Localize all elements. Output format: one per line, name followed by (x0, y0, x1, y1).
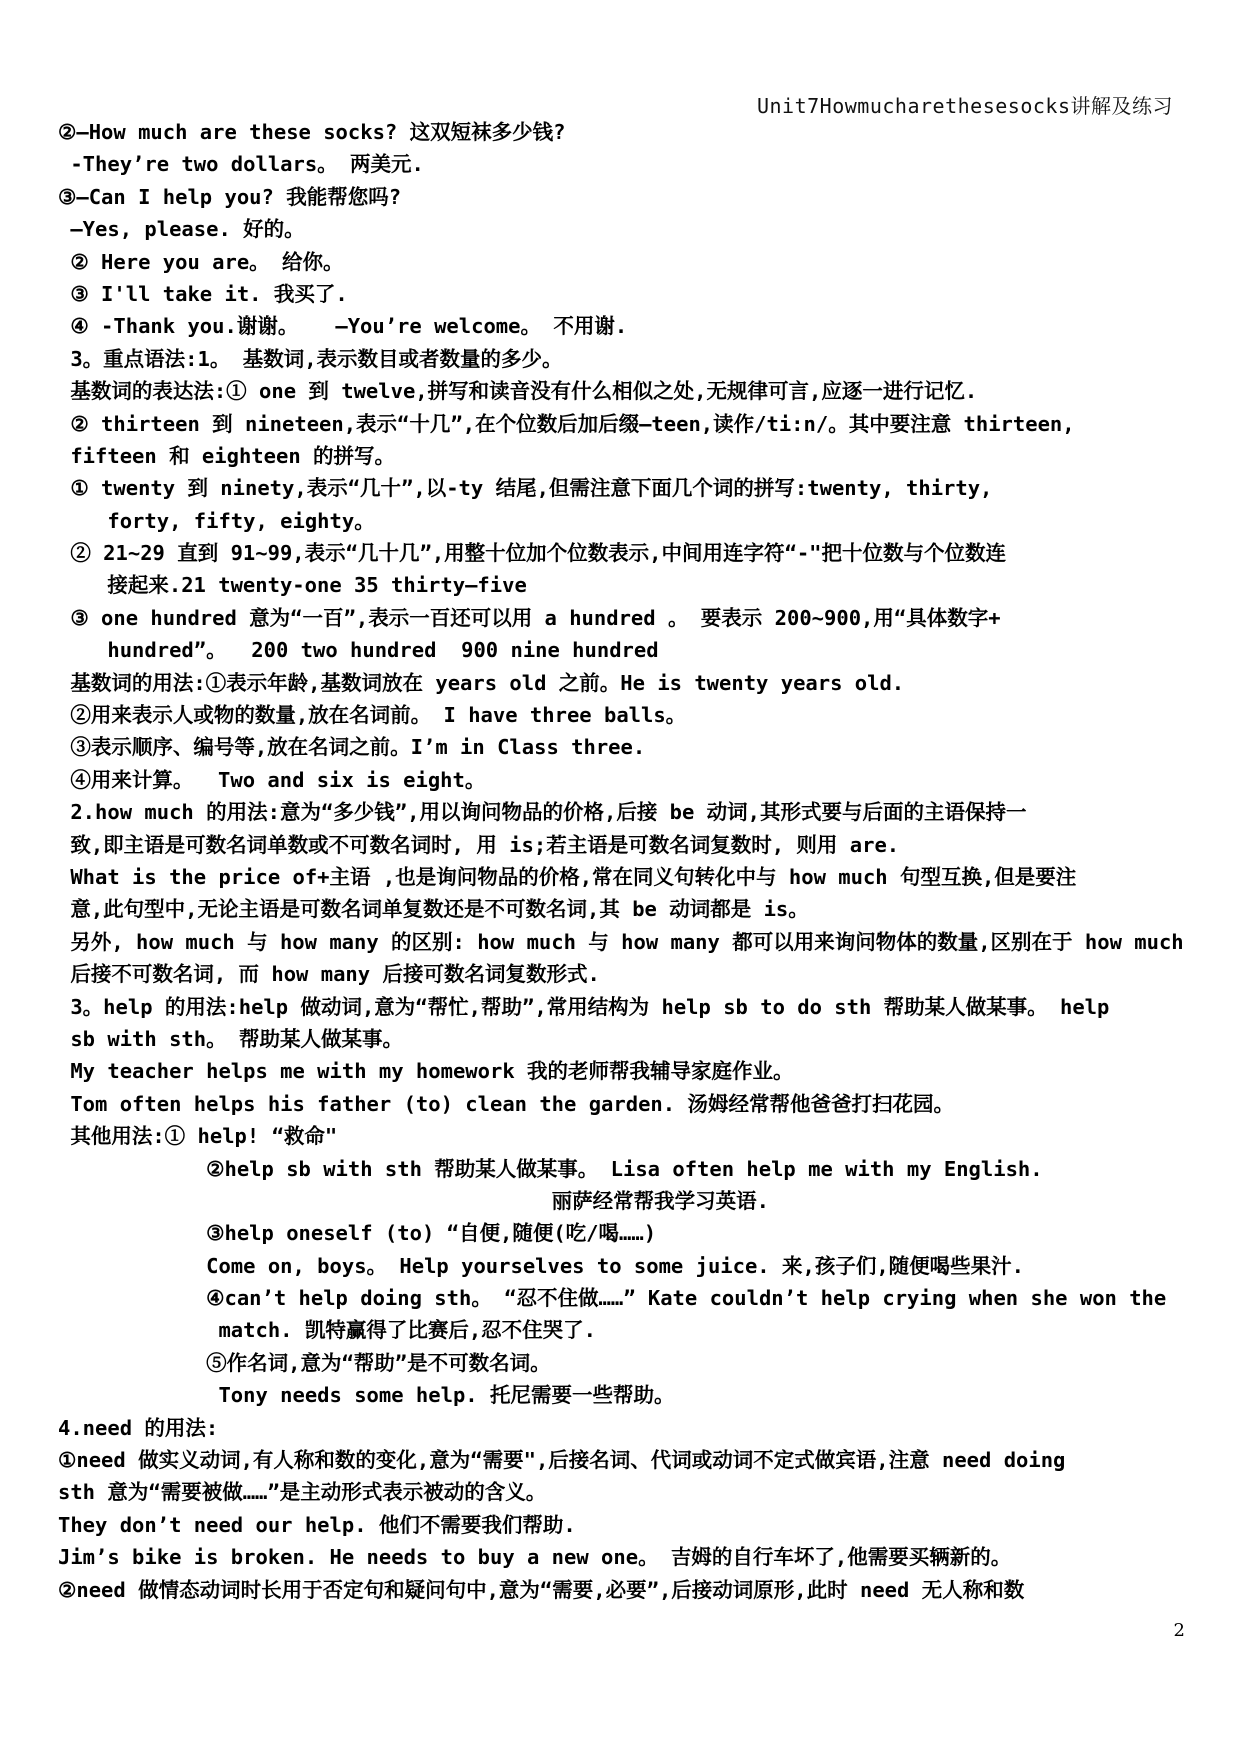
text-line: ④ -Thank you.谢谢。 —You’re welcome。 不用谢. (58, 314, 628, 339)
text-line: ③ one hundred 意为“一百”,表示一百还可以用 a hundred 。 要表示 200~900,用“具体数字+ (58, 605, 1001, 630)
text-line: 其他用法:① help! “救命" (58, 1124, 338, 1149)
text-line: ①need 做实义动词,有人称和数的变化,意为“需要",后接名词、代词或动词不定式做宾语,注意 need doing (58, 1448, 1066, 1473)
text-line: 另外, how much 与 how many 的区别: how much 与 how many 都可以用来询问物体的数量,区别在于 how much (58, 929, 1184, 954)
document-body (58, 116, 1198, 1606)
text-line: ③表示顺序、编号等,放在名词之前。I’m in Class three. (58, 735, 646, 760)
page-number: 2 (1173, 1620, 1185, 1641)
text-line: Come on, boys。 Help yourselves to some juice. 来,孩子们,随便喝些果汁. (58, 1253, 1025, 1278)
text-line: 后接不可数名词, 而 how many 后接可数名词复数形式. (58, 962, 600, 987)
text-line: ② Here you are。 给你。 (58, 249, 344, 274)
text-line: -They’re two dollars。 两美元. (58, 152, 424, 177)
text-line: 基数词的用法:①表示年龄,基数词放在 years old 之前。He is twenty years old. (58, 670, 905, 695)
text-line: 4.need 的用法: (58, 1415, 219, 1440)
text-line: ② thirteen 到 nineteen,表示“十几”,在个位数后加后缀—teen,读作/ti:n/。其中要注意 thirteen, (58, 411, 1075, 436)
text-line: forty, fifty, eighty。 (58, 508, 375, 533)
text-line: ②—How much are these socks? 这双短袜多少钱? (58, 120, 566, 144)
text-line: ④用来计算。 Two and six is eight。 (58, 767, 486, 792)
text-line: ③—Can I help you? 我能帮您吗? (58, 184, 402, 209)
text-line: 致,即主语是可数名词单数或不可数名词时, 用 is;若主语是可数名词复数时, 则用 are. (58, 832, 900, 857)
text-line: They don’t need our help. 他们不需要我们帮助. (58, 1512, 576, 1537)
text-line: Jim’s bike is broken. He needs to buy a new one。 吉姆的自行车坏了,他需要买辆新的。 (58, 1545, 1012, 1570)
text-line: Tony needs some help. 托尼需要一些帮助。 (58, 1383, 675, 1408)
text-line: sth 意为“需要被做……”是主动形式表示被动的含义。 (58, 1480, 547, 1505)
text-line: ⑤作名词,意为“帮助”是不可数名词。 (58, 1350, 551, 1375)
text-line: My teacher helps me with my homework 我的老师帮我辅导家庭作业。 (58, 1059, 794, 1084)
text-line: ②用来表示人或物的数量,放在名词前。 I have three balls。 (58, 703, 687, 728)
text-line: 基数词的表达法:① one 到 twelve,拼写和读音没有什么相似之处,无规律可言,应逐一进行记忆. (58, 379, 978, 404)
text-line: ① twenty 到 ninety,表示“几十”,以-ty 结尾,但需注意下面几个词的拼写:twenty, thirty, (58, 476, 993, 501)
text-line: 2.how much 的用法:意为“多少钱”,用以询问物品的价格,后接 be 动词,其形式要与后面的主语保持一 (58, 800, 1027, 825)
text-line: 3。help 的用法:help 做动词,意为“帮忙,帮助”,常用结构为 help sb to do sth 帮助某人做某事。 help (58, 994, 1110, 1019)
text-line: match. 凯特赢得了比赛后,忍不住哭了. (58, 1318, 597, 1343)
text-line: 意,此句型中,无论主语是可数名词单复数还是不可数名词,其 be 动词都是 is。 (58, 897, 809, 922)
text-line: ④can’t help doing sth。 “忍不住做……” Kate couldn’t help crying when she won the (58, 1286, 1167, 1311)
text-line: ②need 做情态动词时长用于否定句和疑问句中,意为“需要,必要”,后接动词原形,此时 need 无人称和数 (58, 1577, 1025, 1602)
text-line: ③ I'll take it. 我买了. (58, 281, 348, 306)
text-line: fifteen 和 eighteen 的拼写。 (58, 443, 395, 468)
page-header-title: Unit7Howmucharethesesocks讲解及练习 (756, 94, 1173, 118)
text-line: ②help sb with sth 帮助某人做某事。 Lisa often help me with my English. (58, 1156, 1043, 1181)
text-line: hundred”。 200 two hundred 900 nine hundred (58, 638, 659, 663)
text-line: 接起来.21 twenty-one 35 thirty—five (58, 573, 527, 598)
text-line: ③help oneself (to) “自便,随便(吃/喝……) (58, 1221, 657, 1246)
text-line: Tom often helps his father (to) clean the garden. 汤姆经常帮他爸爸打扫花园。 (58, 1091, 954, 1116)
text-line: ② 21~29 直到 91~99,表示“几十几”,用整十位加个位数表示,中间用连字符“-"把十位数与个位数连 (58, 541, 1007, 566)
text-line: 3。重点语法:1。 基数词,表示数目或者数量的多少。 (58, 346, 563, 371)
text-line: —Yes, please. 好的。 (58, 217, 305, 242)
text-line: What is the price of+主语 ,也是询问物品的价格,常在同义句转化中与 how much 句型互换,但是要注 (58, 864, 1077, 889)
text-line: sb with sth。 帮助某人做某事。 (58, 1026, 403, 1051)
text-line: 丽萨经常帮我学习英语. (58, 1188, 770, 1213)
